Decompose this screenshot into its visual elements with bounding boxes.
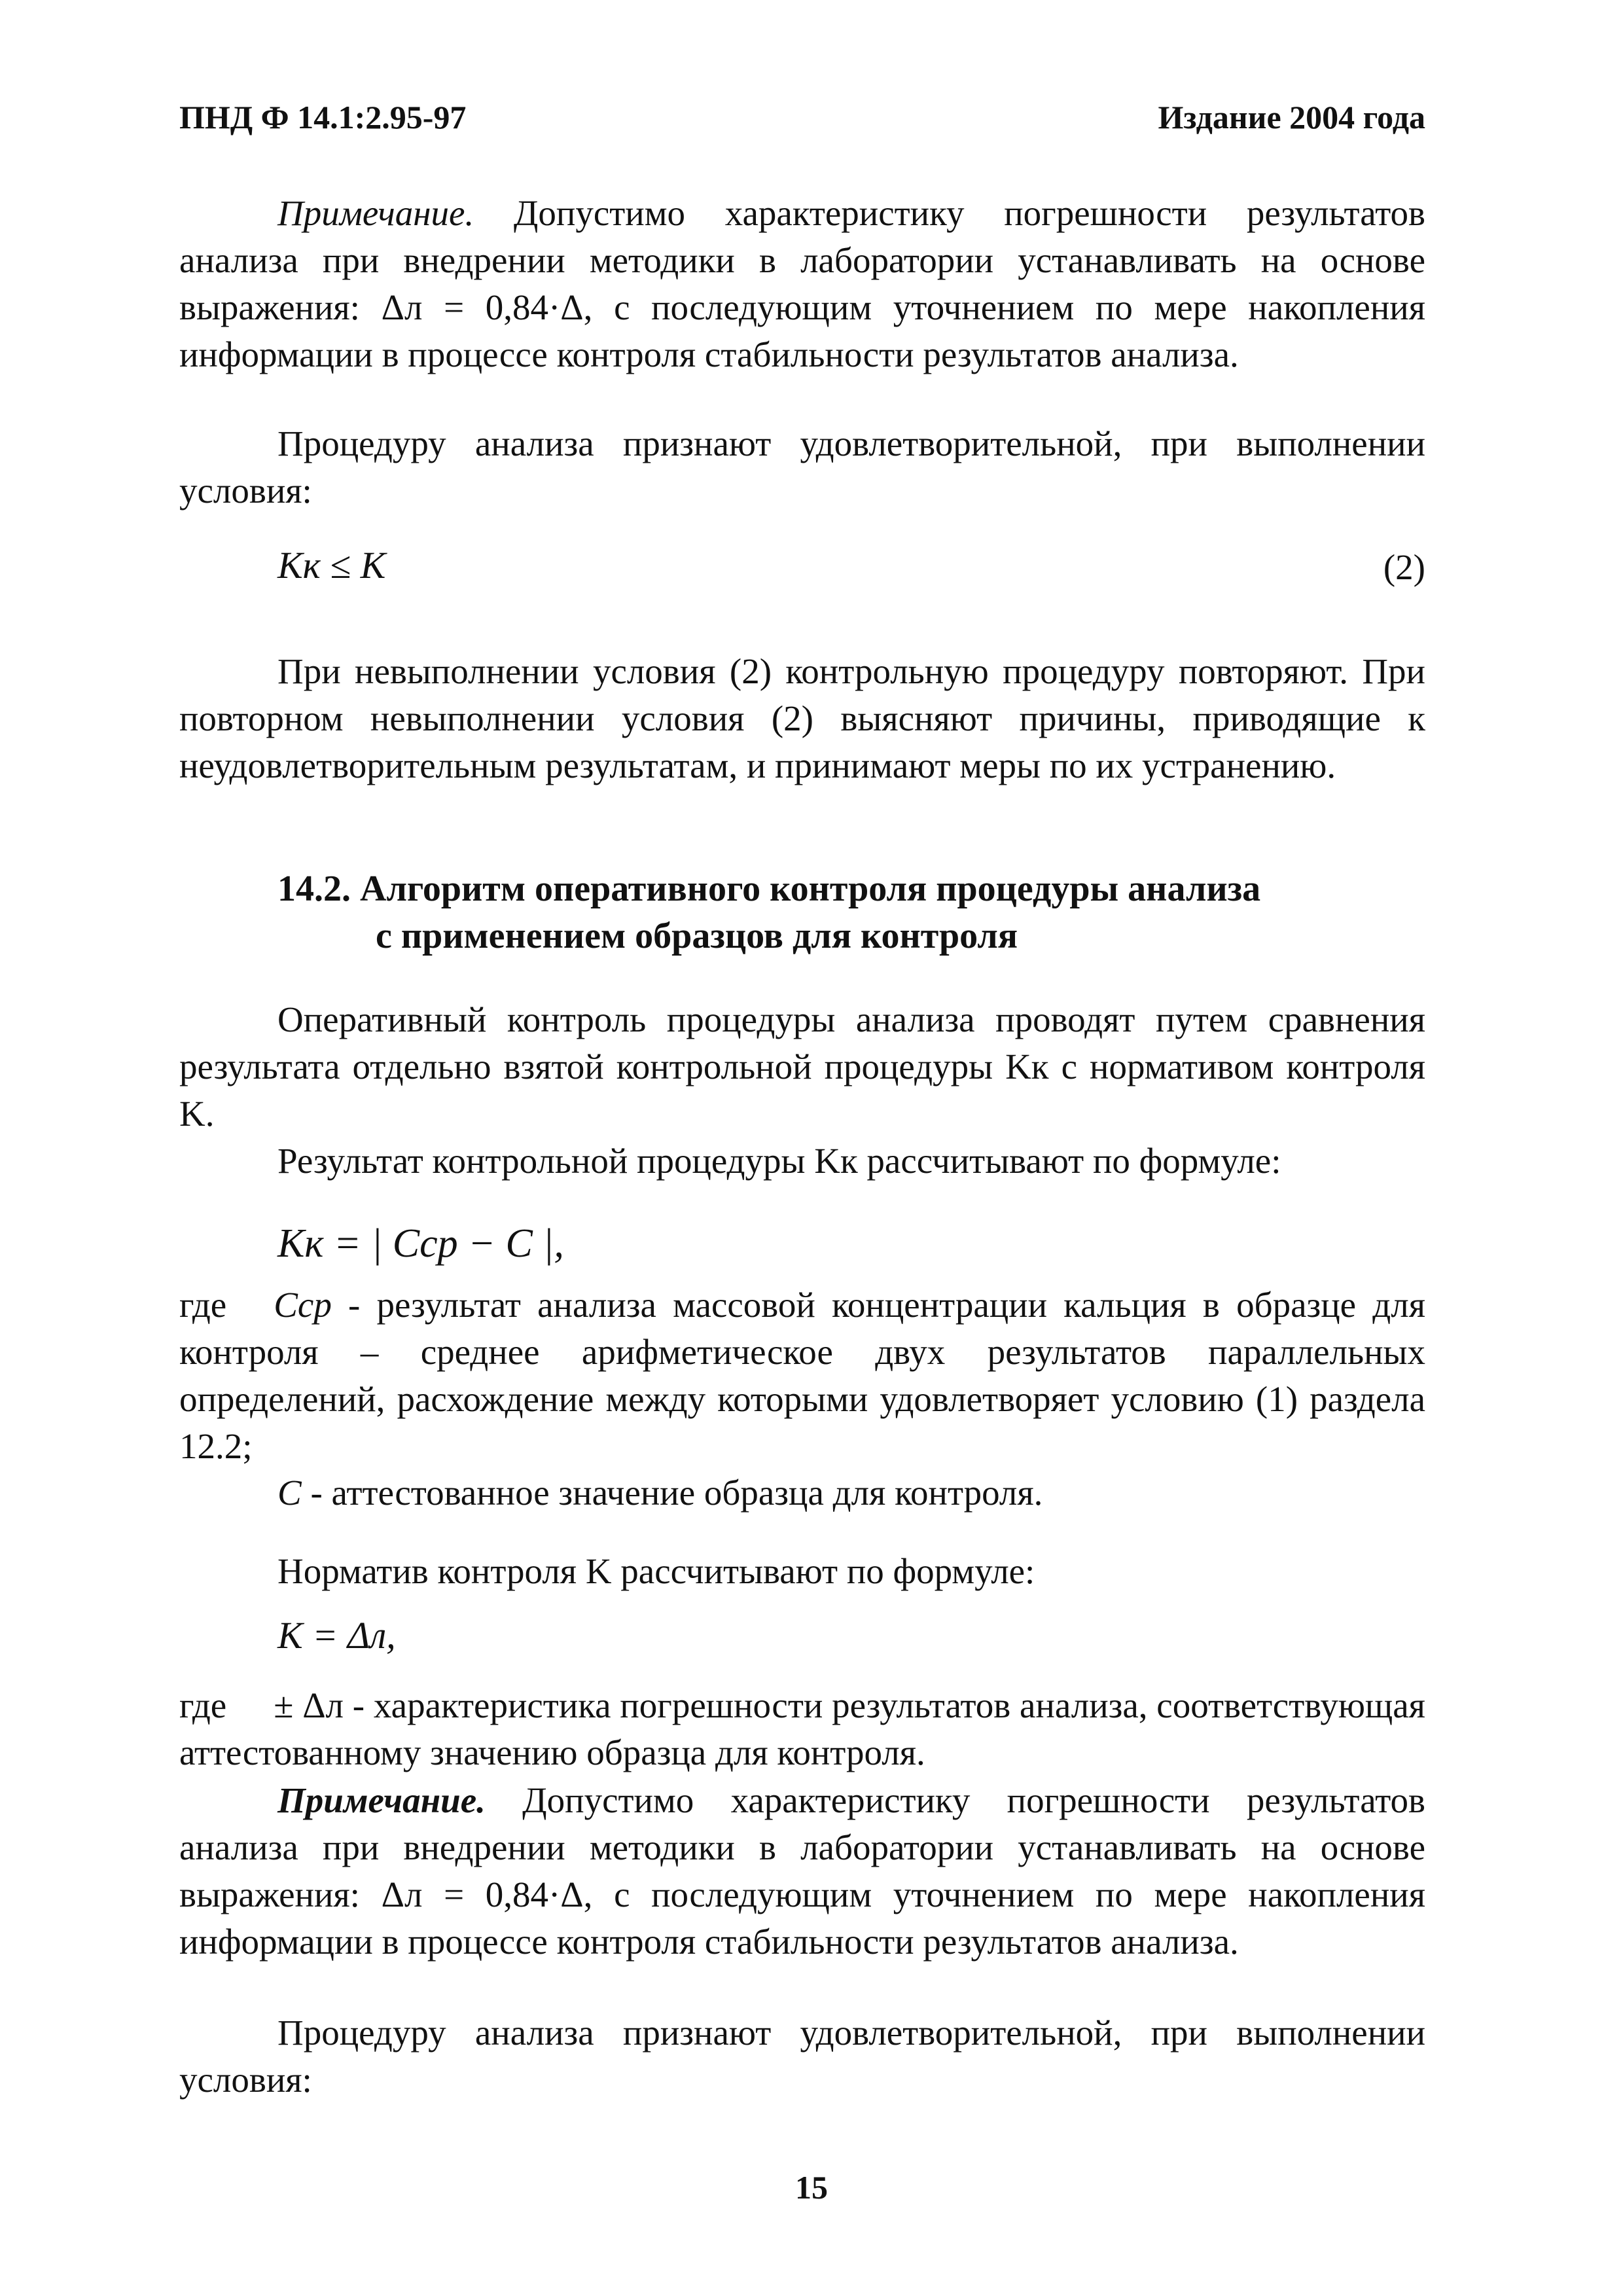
definition-cср [179, 1282, 1425, 1470]
symbol-cср: Cср [274, 1285, 332, 1325]
definition-delta [179, 1682, 1425, 1776]
condition-paragraph-2: Процедуру анализа признают удовлетворительной, при выполнении условия: [179, 2013, 1425, 2100]
document-code: ПНД Ф 14.1:2.95-97 [179, 99, 467, 135]
note-paragraph-1 [179, 190, 1425, 378]
symbol-c: C [277, 1473, 302, 1513]
symbol-delta: ± Δл [274, 1685, 344, 1725]
formula-condition-2: Kк ≤ K [277, 544, 386, 586]
section-heading-line-1: 14.2. Алгоритм оперативного контроля процедуры анализа [277, 869, 1261, 909]
formula-k: K = Δл, [277, 1614, 396, 1657]
section-heading-line-2: с применением образцов для контроля [376, 916, 1018, 956]
note-label-2: Примечание. [277, 1780, 486, 1820]
norm-paragraph: Норматив контроля K рассчитывают по формуле: [277, 1551, 1035, 1591]
note-text: Допустимо характеристику погрешности результатов анализа при внедрении методики в лаборатории устанавливать на основе выражения: Δл = 0,84·Δ, с последующим уточнением по мере накопления информации в процессе контроля стабильности результатов анализа. [179, 193, 1425, 374]
operative-control-paragraph: Оперативный контроль процедуры анализа проводят путем сравнения результата отдельно взятой контрольной процедуры Kк с нормативом контроля K. [179, 999, 1425, 1134]
definition-text-cср: - результат анализа массовой концентрации кальция в образце для контроля – среднее арифметическое двух результатов параллельных определений, расхождение между которыми удовлетворяет условию (1) раздела 12.2; [179, 1285, 1425, 1466]
result-paragraph: Результат контрольной процедуры Kк рассчитывают по формуле: [277, 1141, 1281, 1181]
formula-kk: Kк = | Cср − C |, [277, 1221, 564, 1266]
definition-text-delta: - характеристика погрешности результатов анализа, соответствующая аттестованному значению образца для контроля. [179, 1685, 1425, 1772]
page-number: 15 [795, 2169, 828, 2206]
equation-number: (2) [1383, 547, 1425, 587]
repeat-paragraph: При невыполнении условия (2) контрольную процедуру повторяют. При повторном невыполнении условия (2) выясняют причины, приводящие к неудовлетворительным результатам, и принимают меры по их устранению. [179, 651, 1425, 785]
condition-paragraph-1: Процедуру анализа признают удовлетворительной, при выполнении условия: [179, 423, 1425, 511]
definition-c [277, 1469, 1425, 1516]
definition-text-c: - аттестованное значение образца для контроля. [301, 1473, 1043, 1513]
note-paragraph-2 [179, 1777, 1425, 1965]
where-word: где [179, 1285, 227, 1325]
note-text-2: Допустимо характеристику погрешности результатов анализа при внедрении методики в лаборатории устанавливать на основе выражения: Δл = 0,84·Δ, с последующим уточнением по мере накопления информации в процессе контроля стабильности результатов анализа. [179, 1780, 1425, 1962]
edition-label: Издание 2004 года [1158, 99, 1425, 135]
where-word-2: где [179, 1685, 227, 1725]
note-label: Примечание. [277, 193, 474, 233]
